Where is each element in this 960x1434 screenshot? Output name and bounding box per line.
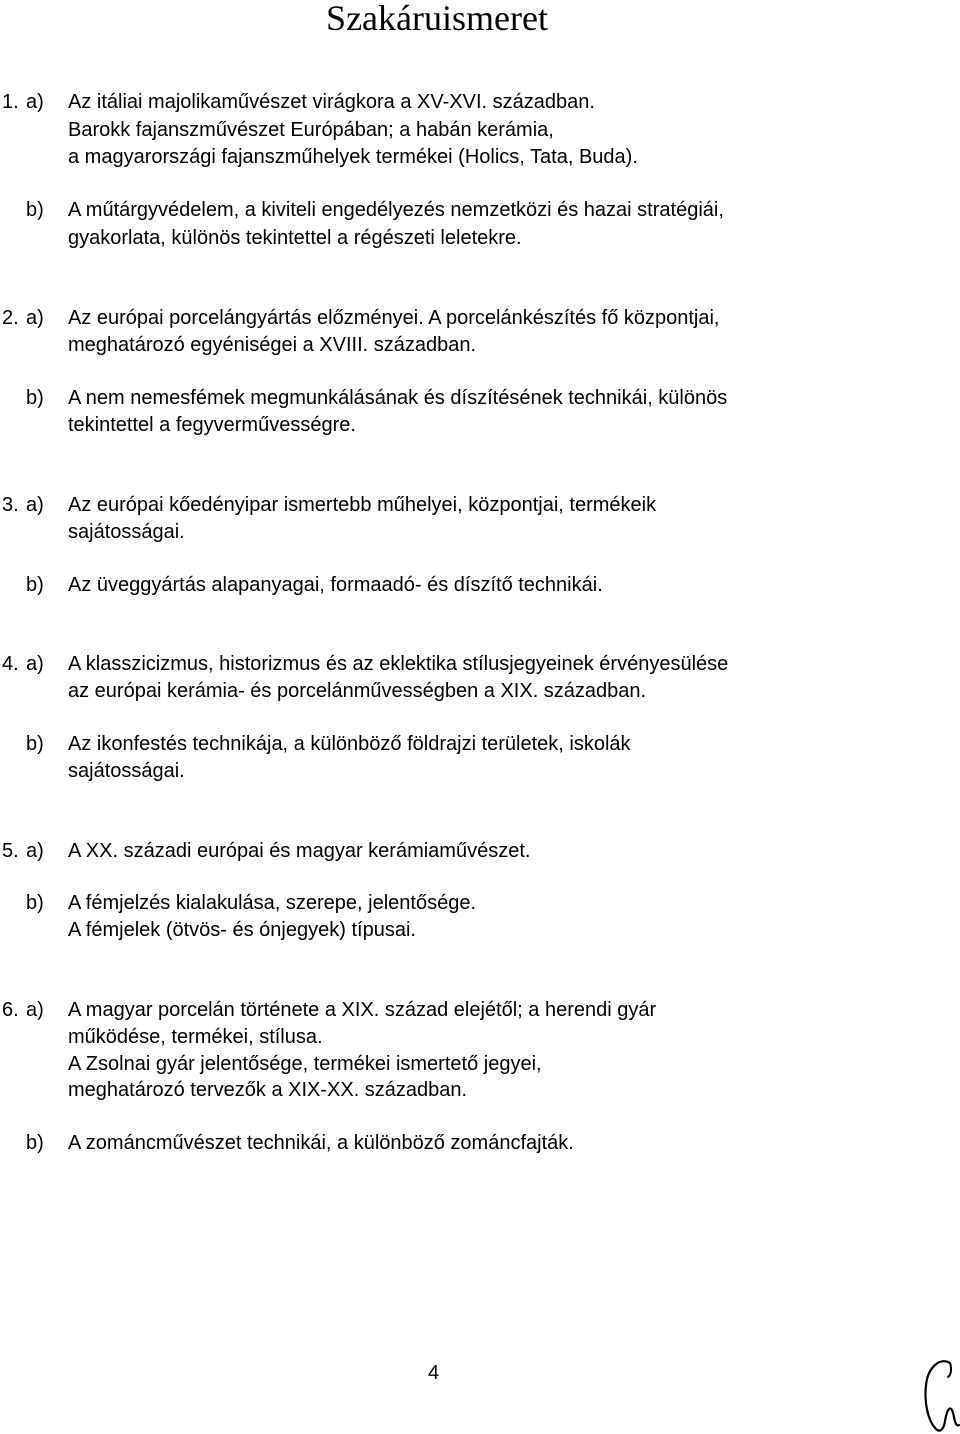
part-label: b) xyxy=(26,387,44,409)
part-label: a) xyxy=(26,494,44,516)
text-line: A fémjelek (ötvös- és ónjegyek) típusai. xyxy=(68,919,416,941)
text-line: A zománcművészet technikái, a különböző zománcfajták. xyxy=(68,1132,574,1154)
text-line: A nem nemesfémek megmunkálásának és díszítésének technikái, különös xyxy=(68,387,728,409)
part-label: a) xyxy=(26,91,44,113)
text-line: A műtárgyvédelem, a kiviteli engedélyezés nemzetközi és hazai stratégiái, xyxy=(68,199,724,221)
handwritten-initial-icon xyxy=(918,1355,960,1434)
text-line: működése, termékei, stílusa. xyxy=(68,1026,323,1048)
text-line: A Zsolnai gyár jelentősége, termékei ismertető jegyei, xyxy=(68,1053,542,1075)
text-line: Barokk fajanszművészet Európában; a habán kerámia, xyxy=(68,119,554,141)
part-label: a) xyxy=(26,307,44,329)
item-number: 5. xyxy=(2,840,19,862)
text-line: A fémjelzés kialakulása, szerepe, jelentősége. xyxy=(68,892,477,914)
text-line: Az üveggyártás alapanyagai, formaadó- és díszítő technikái. xyxy=(68,574,603,596)
text-line: sajátosságai. xyxy=(68,521,185,543)
text-line: meghatározó tervezők a XIX-XX. században. xyxy=(68,1079,468,1101)
item-number: 4. xyxy=(2,653,19,675)
text-line: meghatározó egyéniségei a XVIII. században. xyxy=(68,334,477,356)
text-line: A magyar porcelán története a XIX. század elejétől; a herendi gyár xyxy=(68,999,657,1021)
part-label: b) xyxy=(26,199,44,221)
item-number: 3. xyxy=(2,494,19,516)
page-number: 4 xyxy=(428,1362,440,1384)
text-line: A klasszicizmus, historizmus és az eklektika stílusjegyeinek érvényesülése xyxy=(68,653,729,675)
item-number: 1. xyxy=(2,91,19,113)
part-label: a) xyxy=(26,999,44,1021)
text-line: sajátosságai. xyxy=(68,760,185,782)
text-line: Az itáliai majolikaművészet virágkora a XV-XVI. században. xyxy=(68,91,595,113)
text-line: tekintettel a fegyverművességre. xyxy=(68,414,356,436)
part-label: b) xyxy=(26,574,44,596)
part-label: b) xyxy=(26,892,44,914)
text-line: Az ikonfestés technikája, a különböző földrajzi területek, iskolák xyxy=(68,733,631,755)
text-line: Az európai kőedényipar ismertebb műhelyei, központjai, termékeik xyxy=(68,494,657,516)
page-title: Szakáruismeret xyxy=(326,0,548,38)
part-label: b) xyxy=(26,1132,44,1154)
text-line: A XX. századi európai és magyar kerámiaművészet. xyxy=(68,840,531,862)
item-number: 2. xyxy=(2,307,19,329)
item-number: 6. xyxy=(2,999,19,1021)
text-line: az európai kerámia- és porcelánművességben a XIX. században. xyxy=(68,680,647,702)
text-line: Az európai porcelángyártás előzményei. A porcelánkészítés fő központjai, xyxy=(68,307,720,329)
part-label: a) xyxy=(26,653,44,675)
text-line: a magyarországi fajanszműhelyek termékei (Holics, Tata, Buda). xyxy=(68,146,638,168)
text-line: gyakorlata, különös tekintettel a régészeti leletekre. xyxy=(68,227,522,249)
part-label: b) xyxy=(26,733,44,755)
part-label: a) xyxy=(26,840,44,862)
